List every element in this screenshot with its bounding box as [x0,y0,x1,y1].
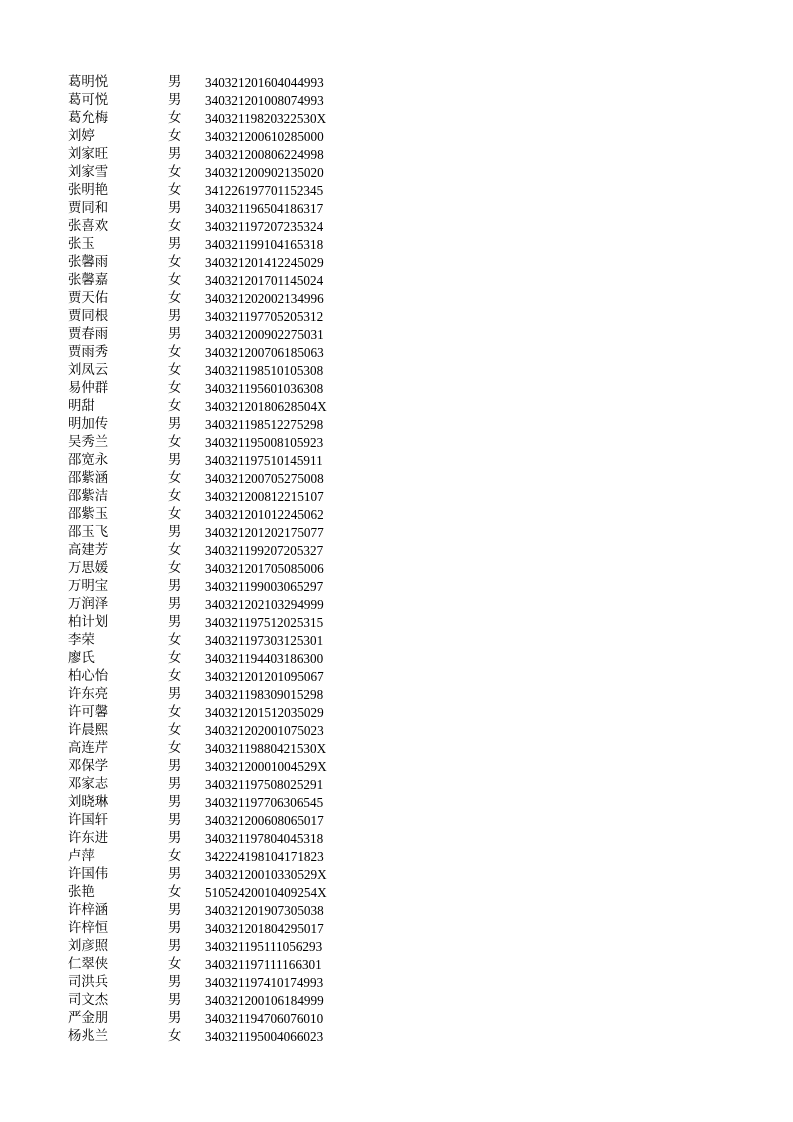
id-number-cell: 340321195601036308 [205,381,324,396]
name-cell: 易仲群 [68,381,109,396]
id-number-cell: 340321200806224998 [205,147,324,162]
gender-cell: 女 [168,1029,182,1044]
gender-cell: 男 [168,975,182,990]
gender-cell: 女 [168,471,182,486]
table-row [68,596,368,614]
id-number-cell: 34032120180628504X [205,399,327,414]
id-number-cell: 340321200812215107 [205,489,324,504]
gender-cell: 女 [168,741,182,756]
name-cell: 邵紫涵 [68,471,109,486]
id-number-cell: 340321201008074993 [205,93,324,108]
gender-cell: 女 [168,399,182,414]
table-row [68,146,368,164]
table-row [68,470,368,488]
table-row [68,92,368,110]
name-cell: 高连芹 [68,741,109,756]
id-number-cell: 340321195004066023 [205,1029,324,1044]
table-row [68,290,368,308]
gender-cell: 女 [168,345,182,360]
id-number-cell: 340321195111056293 [205,939,323,954]
table-row [68,560,368,578]
id-number-cell: 340321197510145911 [205,453,323,468]
id-number-cell: 340321200610285000 [205,129,324,144]
name-cell: 许梓涵 [68,903,109,918]
name-cell: 司文杰 [68,993,109,1008]
name-cell: 贾同根 [68,309,109,324]
gender-cell: 男 [168,939,182,954]
id-number-cell: 340321200706185063 [205,345,324,360]
table-row [68,416,368,434]
gender-cell: 女 [168,957,182,972]
id-number-cell: 34032119820322530X [205,111,327,126]
id-number-cell: 340321202103294999 [205,597,324,612]
id-number-cell: 340321201705085006 [205,561,324,576]
table-row [68,578,368,596]
id-number-cell: 34032119880421530X [205,741,327,756]
name-cell: 葛可悦 [68,93,109,108]
table-row [68,614,368,632]
gender-cell: 女 [168,435,182,450]
table-row [68,938,368,956]
id-number-cell: 51052420010409254X [205,885,327,900]
name-cell: 张明艳 [68,183,109,198]
table-row [68,722,368,740]
table-row [68,164,368,182]
id-number-cell: 340321197410174993 [205,975,324,990]
id-number-cell: 340321201201095067 [205,669,324,684]
id-number-cell: 340321197508025291 [205,777,324,792]
table-row [68,182,368,200]
table-row [68,218,368,236]
name-cell: 邓家志 [68,777,109,792]
gender-cell: 女 [168,561,182,576]
name-cell: 柏心怡 [68,669,109,684]
name-cell: 张艳 [68,885,95,900]
table-row [68,920,368,938]
name-cell: 许东进 [68,831,109,846]
table-row [68,434,368,452]
table-row [68,632,368,650]
table-row [68,362,368,380]
gender-cell: 男 [168,75,182,90]
id-number-cell: 34032120010330529X [205,867,327,882]
id-number-cell: 34032120001004529X [205,759,327,774]
name-cell: 仁翠侠 [68,957,109,972]
table-row [68,758,368,776]
id-number-cell: 340321199104165318 [205,237,324,252]
table-row [68,650,368,668]
name-cell: 万润泽 [68,597,109,612]
id-number-cell: 340321201804295017 [205,921,324,936]
id-number-cell: 340321201412245029 [205,255,324,270]
table-row [68,776,368,794]
name-cell: 贾天佑 [68,291,109,306]
gender-cell: 女 [168,363,182,378]
gender-cell: 女 [168,129,182,144]
name-cell: 许国伟 [68,867,109,882]
gender-cell: 女 [168,633,182,648]
name-cell: 吴秀兰 [68,435,109,450]
name-cell: 许东亮 [68,687,109,702]
name-cell: 张馨雨 [68,255,109,270]
table-row [68,668,368,686]
gender-cell: 女 [168,507,182,522]
table-row [68,344,368,362]
table-row [68,236,368,254]
id-number-cell: 340321201907305038 [205,903,324,918]
name-cell: 贾春雨 [68,327,109,342]
name-cell: 明加传 [68,417,109,432]
table-row [68,866,368,884]
gender-cell: 男 [168,759,182,774]
name-cell: 刘彦照 [68,939,109,954]
id-number-cell: 340321194706076010 [205,1011,324,1026]
gender-cell: 女 [168,705,182,720]
gender-cell: 男 [168,687,182,702]
id-number-cell: 340321198512275298 [205,417,324,432]
id-number-cell: 340321202001075023 [205,723,324,738]
gender-cell: 女 [168,273,182,288]
name-cell: 柏计划 [68,615,109,630]
gender-cell: 女 [168,669,182,684]
name-cell: 万思媛 [68,561,109,576]
table-row [68,308,368,326]
table-row [68,254,368,272]
name-cell: 刘晓琳 [68,795,109,810]
name-cell: 邵紫洁 [68,489,109,504]
name-cell: 贾同和 [68,201,109,216]
gender-cell: 女 [168,291,182,306]
gender-cell: 男 [168,831,182,846]
id-number-cell: 340321196504186317 [205,201,324,216]
table-row [68,398,368,416]
id-number-cell: 340321197207235324 [205,219,324,234]
table-row [68,740,368,758]
gender-cell: 女 [168,111,182,126]
table-row [68,506,368,524]
name-cell: 许可馨 [68,705,109,720]
gender-cell: 女 [168,255,182,270]
name-cell: 贾雨秀 [68,345,109,360]
name-cell: 许梓恒 [68,921,109,936]
name-cell: 卢萍 [68,849,95,864]
gender-cell: 男 [168,993,182,1008]
id-number-cell: 340321200608065017 [205,813,324,828]
name-cell: 邵紫玉 [68,507,109,522]
table-row [68,110,368,128]
table-row [68,74,368,92]
gender-cell: 男 [168,903,182,918]
gender-cell: 男 [168,525,182,540]
gender-cell: 女 [168,165,182,180]
gender-cell: 男 [168,597,182,612]
id-number-cell: 340321195008105923 [205,435,324,450]
table-row [68,974,368,992]
table-row [68,326,368,344]
table-row [68,686,368,704]
id-number-cell: 340321197303125301 [205,633,324,648]
gender-cell: 男 [168,777,182,792]
id-number-cell: 340321197705205312 [205,309,324,324]
id-number-cell: 340321201512035029 [205,705,324,720]
table-row [68,902,368,920]
name-cell: 李荣 [68,633,95,648]
id-number-cell: 342224198104171823 [205,849,324,864]
id-number-cell: 340321201604044993 [205,75,324,90]
id-number-cell: 340321197804045318 [205,831,324,846]
id-number-cell: 340321201701145024 [205,273,324,288]
name-cell: 葛允梅 [68,111,109,126]
gender-cell: 男 [168,201,182,216]
name-cell: 司洪兵 [68,975,109,990]
table-row [68,1028,368,1046]
table-row [68,380,368,398]
gender-cell: 男 [168,1011,182,1026]
name-cell: 刘家雪 [68,165,109,180]
id-number-cell: 340321199003065297 [205,579,324,594]
table-row [68,830,368,848]
gender-cell: 女 [168,183,182,198]
table-row [68,524,368,542]
table-row [68,884,368,902]
gender-cell: 男 [168,309,182,324]
name-cell: 邵玉飞 [68,525,109,540]
id-number-cell: 340321197706306545 [205,795,324,810]
gender-cell: 女 [168,489,182,504]
name-cell: 邓保学 [68,759,109,774]
name-cell: 刘家旺 [68,147,109,162]
gender-cell: 男 [168,813,182,828]
gender-cell: 男 [168,453,182,468]
id-number-cell: 341226197701152345 [205,183,324,198]
gender-cell: 女 [168,885,182,900]
name-cell: 万明宝 [68,579,109,594]
name-cell: 廖氏 [68,651,95,666]
name-cell: 明甜 [68,399,95,414]
id-number-cell: 340321200705275008 [205,471,324,486]
table-row [68,1010,368,1028]
id-number-cell: 340321201202175077 [205,525,324,540]
gender-cell: 女 [168,219,182,234]
gender-cell: 男 [168,147,182,162]
table-row [68,128,368,146]
gender-cell: 男 [168,417,182,432]
table-row [68,272,368,290]
gender-cell: 女 [168,543,182,558]
table-row [68,542,368,560]
gender-cell: 男 [168,579,182,594]
id-number-cell: 340321199207205327 [205,543,324,558]
name-cell: 张馨嘉 [68,273,109,288]
name-cell: 张玉 [68,237,95,252]
name-cell: 杨兆兰 [68,1029,109,1044]
id-number-cell: 340321198309015298 [205,687,324,702]
gender-cell: 男 [168,327,182,342]
table-row [68,794,368,812]
id-number-cell: 340321200902275031 [205,327,324,342]
name-cell: 邵宽永 [68,453,109,468]
gender-cell: 男 [168,921,182,936]
id-number-cell: 340321194403186300 [205,651,324,666]
id-number-cell: 340321200106184999 [205,993,324,1008]
gender-cell: 女 [168,849,182,864]
gender-cell: 男 [168,795,182,810]
name-cell: 许国轩 [68,813,109,828]
gender-cell: 女 [168,381,182,396]
name-cell: 葛明悦 [68,75,109,90]
roster-table [68,74,368,1046]
table-row [68,200,368,218]
id-number-cell: 340321202002134996 [205,291,324,306]
id-number-cell: 340321201012245062 [205,507,324,522]
id-number-cell: 340321197111166301 [205,957,322,972]
name-cell: 严金朋 [68,1011,109,1026]
table-row [68,812,368,830]
gender-cell: 男 [168,93,182,108]
table-row [68,956,368,974]
gender-cell: 女 [168,651,182,666]
table-row [68,488,368,506]
name-cell: 张喜欢 [68,219,109,234]
gender-cell: 女 [168,723,182,738]
gender-cell: 男 [168,867,182,882]
table-row [68,704,368,722]
table-row [68,848,368,866]
id-number-cell: 340321200902135020 [205,165,324,180]
table-row [68,992,368,1010]
name-cell: 刘凤云 [68,363,109,378]
name-cell: 刘婷 [68,129,95,144]
name-cell: 许晨熙 [68,723,109,738]
table-row [68,452,368,470]
gender-cell: 男 [168,615,182,630]
id-number-cell: 340321197512025315 [205,615,324,630]
id-number-cell: 340321198510105308 [205,363,324,378]
name-cell: 高建芳 [68,543,109,558]
gender-cell: 男 [168,237,182,252]
